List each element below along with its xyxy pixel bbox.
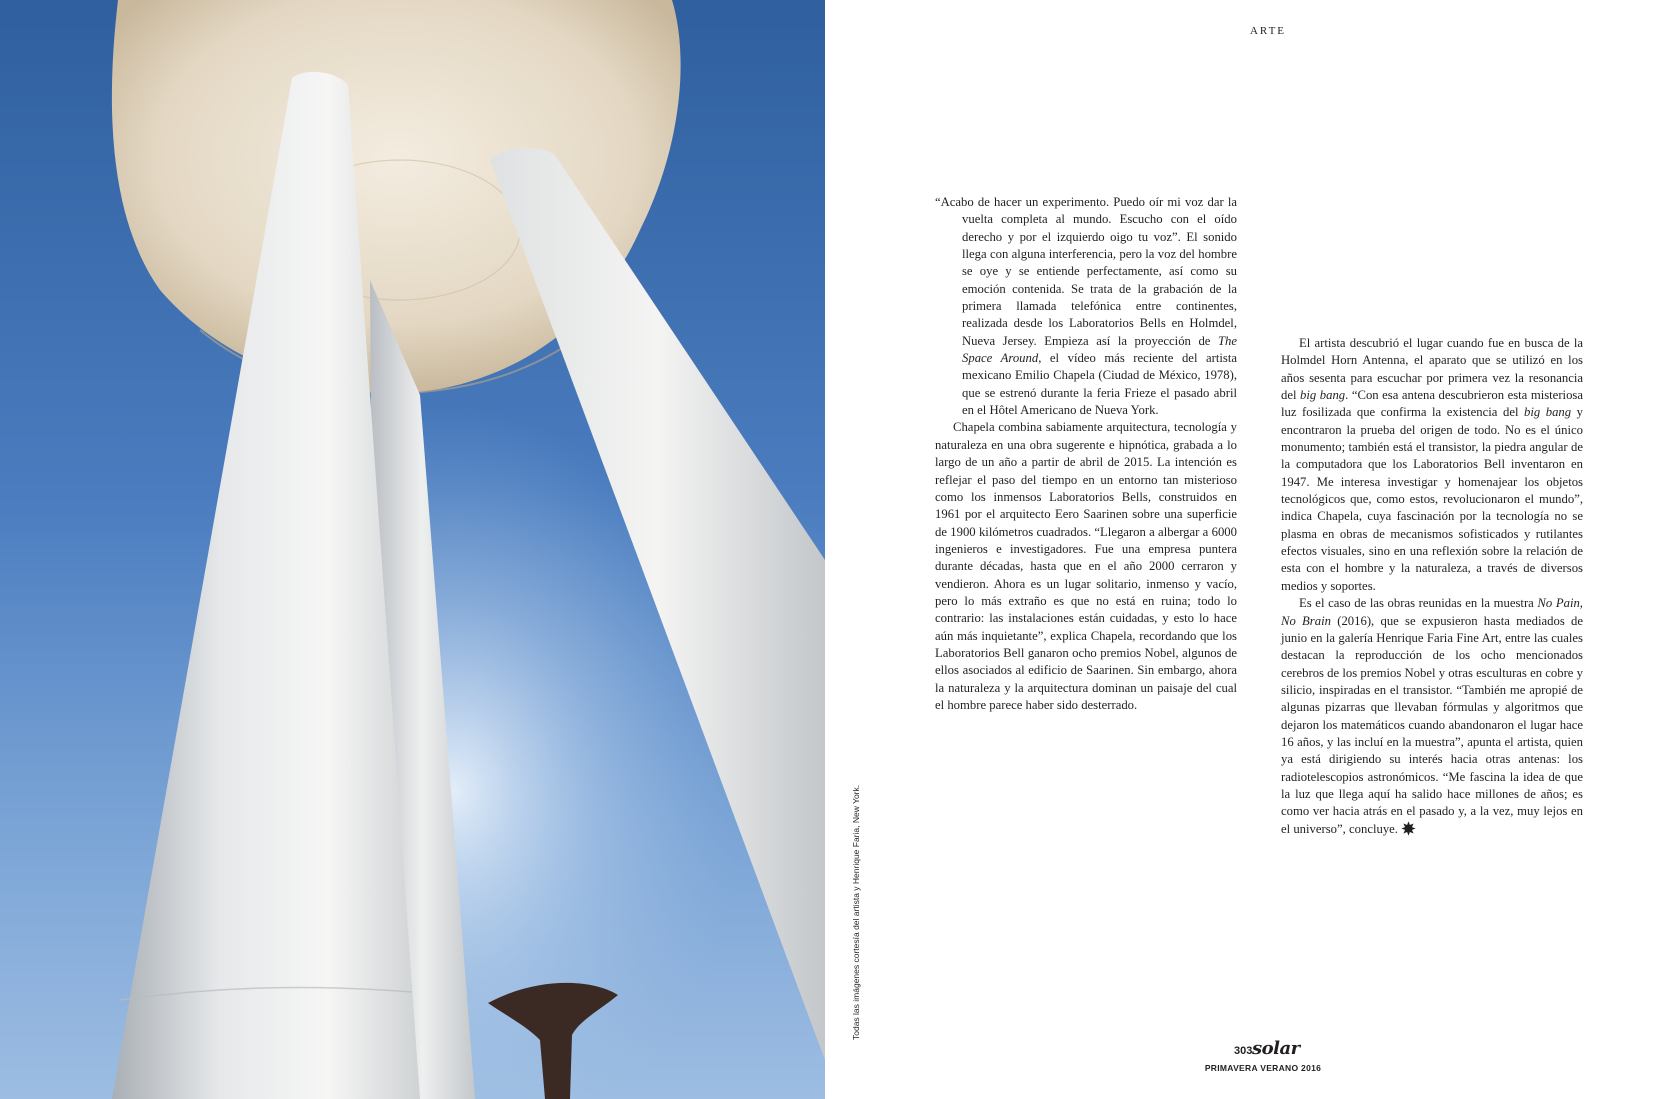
issue-label: PRIMAVERA VERANO 2016 [1204,1063,1322,1073]
text-run: . “Con esa antena descubrieron esta misteriosa luz fosilizada que confirma la existencia del [1281,388,1583,420]
magazine-logo: solar [1252,1038,1300,1059]
text-run: El artista descubrió el lugar cuando fue en busca de la Holmdel Horn Antenna, el aparato que se utilizó en los años sesenta para escuchar por primera vez la resonancia del [1281,336,1583,403]
article-paragraph [1281,595,1583,838]
photo-credit: Todas las imágenes cortesía del artista y Henrique Faria, New York. [851,784,861,1040]
article-column-left [935,194,1237,714]
section-label: ARTE [1249,25,1287,37]
end-mark-icon [1401,821,1416,836]
text-run: Chapela combina sabiamente arquitectura, tecnología y naturaleza en una obra sugerente e hipnótica, grabada a lo largo de un año a partir de abril de 2015. La intención es reflejar el paso del tiempo en un entorno tan misterioso como los inmensos Laboratorios Bells, construidos en 1961 por el arquitecto Eero Saarinen sobre una superficie de 1900 kilómetros cuadrados. “Llegaron a albergar a 6000 ingenieros e investigadores. Fue una empresa puntera durante décadas, hasta que en el año 2000 cerraron y vendieron. Ahora es un lugar solitario, inmenso y vacío, pero lo más extraño es que no está en ruina; todo lo contrario: las instalaciones están cuidadas, y esto lo hace aún más inquietante”, explica Chapela, recordando que los Laboratorios Bell ganaron ocho premios Nobel, algunos de ellos asociados al edificio de Saarinen. Sin embargo, ahora la naturaleza y la arquitectura dominan un paisaje del cual el hombre parece haber sido desterrado. [935,420,1237,712]
italic-title: big bang [1300,388,1346,403]
article-paragraph [935,194,1237,419]
italic-title: The Space Around [962,333,1237,366]
article-column-right [1281,335,1583,838]
italic-title: big bang [1524,405,1572,420]
photo-water-tower [0,0,825,1099]
text-run: “Acabo de hacer un experimento. Puedo oír mi voz dar la vuelta completa al mundo. Escucho con el oído derecho y por el izquierdo oigo tu voz”. El sonido llega con alguna interferencia, pero la voz del hombre se oye y se entiende perfectamente, así como su emoción contenida. Se trata de la grabación de la primera llamada telefónica entre continentes, realizada desde los Laboratorios Bells en Holmdel, Nueva Jersey. Empieza así la proyección de [935,195,1237,348]
page-number: 303 [1234,1045,1253,1057]
italic-title: No Pain, No Brain [1281,596,1583,628]
text-run: (2016), que se expusieron hasta mediados de junio en la galería Henrique Faria Fine Art, entre las cuales destacan la reproducción de los ocho mencionados cerebros de los premios Nobel y otras esculturas en cobre y silicio, inspiradas en el transistor. “También me apropié de algunas pizarras que llevaban fórmulas y algoritmos que dejaron los matemáticos cuando abandonaron el lugar hace 16 años, y las incluí en la muestra”, apunta el artista, quien ya está dirigiendo su interés hacia otras antenas: los radiotelescopios astronómicos. “Me fascina la idea de que la luz que llega aquí ha salido hace millones de años; es como ver hacia atrás en el pasado y, a la vez, muy lejos en el universo”, concluye. [1281,613,1583,836]
article-paragraph [1281,335,1583,595]
text-run: Es el caso de las obras reunidas en la muestra [1299,596,1538,611]
folio [1198,1038,1328,1078]
text-run: , el vídeo más reciente del artista mexicano Emilio Chapela (Ciudad de México, 1978), que se estrenó durante la feria Frieze el pasado abril en el Hôtel Americano de Nueva York. [962,351,1238,418]
article-paragraph [935,419,1237,714]
text-run: y encontraron la prueba del origen de todo. No es el único monumento; también está el transistor, la piedra angular de la computadora que los Laboratorios Bell inventaron en 1947. Me interesa investigar y homenajear los objetos tecnológicos que, como estos, revolucionaron el mundo”, indica Chapela, cuya fascinación por la tecnología no se plasma en obras de mecanismos sofisticados y rutilantes efectos visuales, sino en una reflexión sobre la relación de esta con el hombre y la naturaleza, a través de diversos medios y soportes. [1281,405,1583,593]
